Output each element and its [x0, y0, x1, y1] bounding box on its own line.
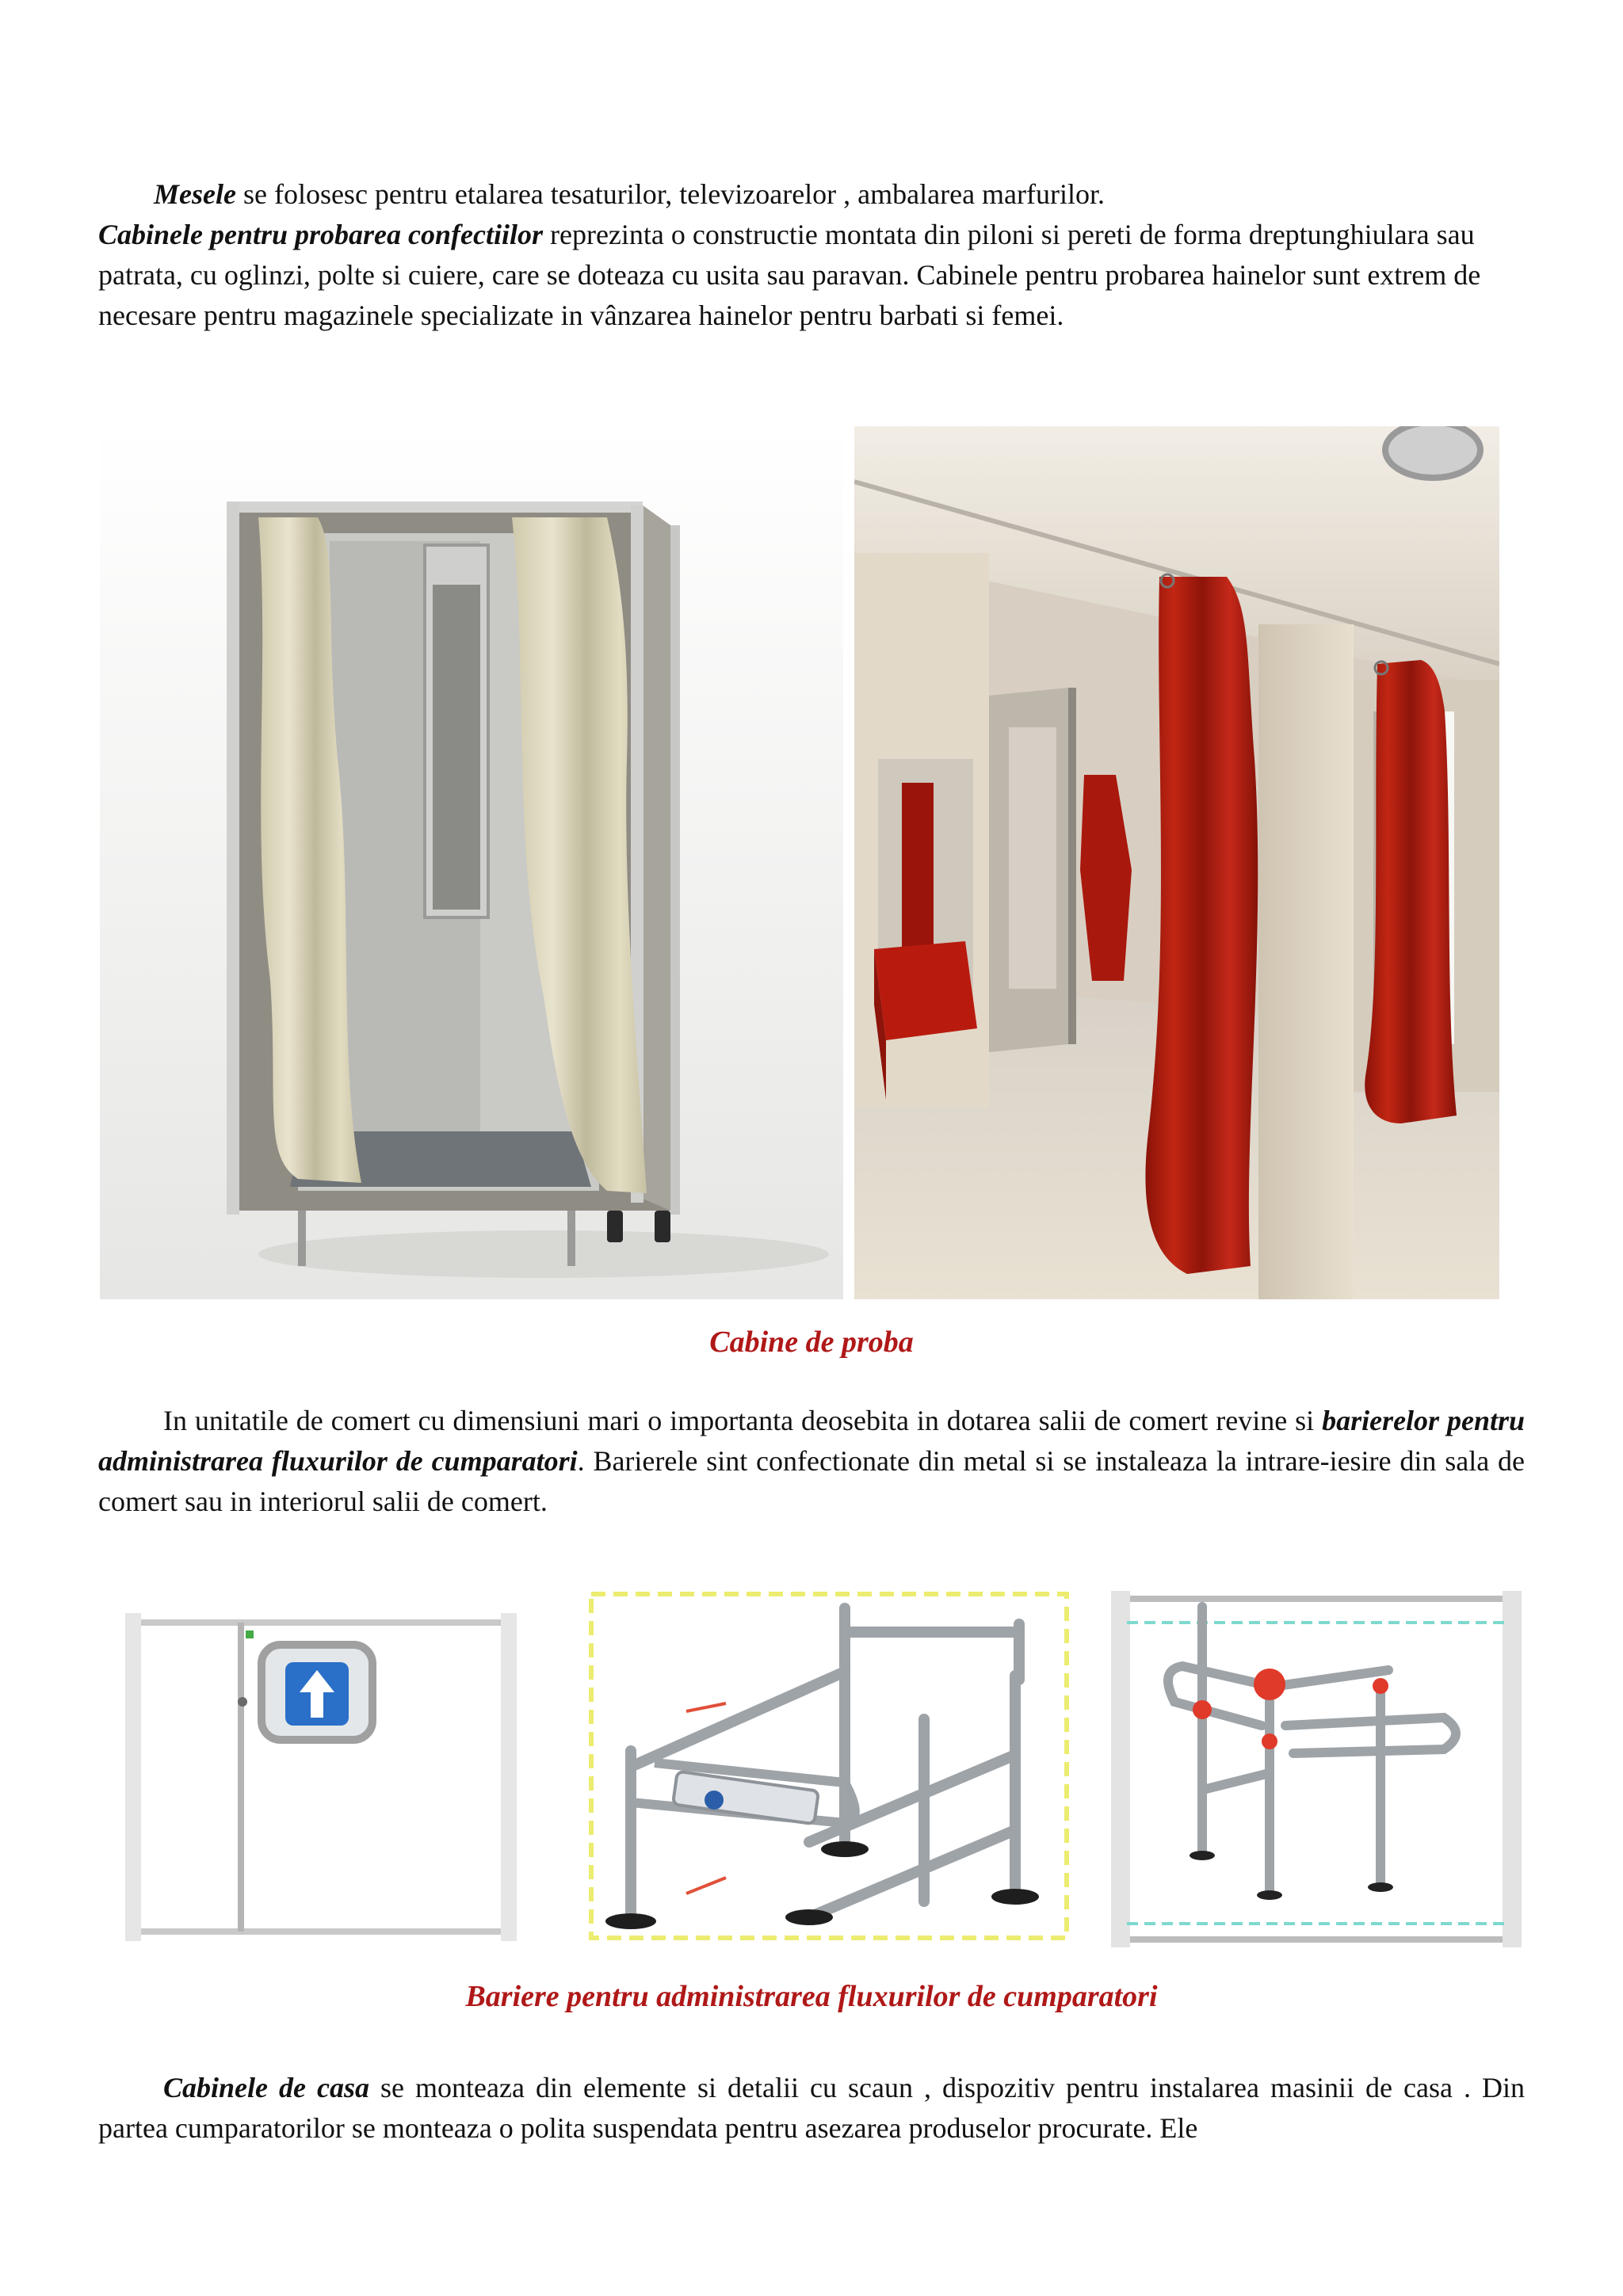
barrier-gate-line-image: [583, 1585, 1075, 1947]
fitting-booth-image: [100, 426, 843, 1299]
fitting-room-photo: [854, 426, 1499, 1299]
term-mesele: Mesele: [154, 178, 236, 210]
turnstile-image: [1111, 1591, 1522, 1947]
text-mesele: se folosesc pentru etalarea tesaturilor, televizoarelor , ambalarea marfurilor.: [235, 178, 1105, 210]
paragraph-intro: [98, 174, 1525, 336]
text-cabinele: reprezinta o constructie montata din piloni si pereti de forma dreptunghiulara sau patrata, cu oglinzi, polte si cuiere, care se doteaza cu usita sau paravan. Cabinele pentru probarea hainelor sunt extrem de necesare pentru magazinele specializate in vânzarea hainelor pentru barbati si femei.: [98, 219, 1481, 331]
term-cabinele: Cabinele pentru probarea confectiilor: [98, 219, 543, 250]
paragraph-checkout-booths: [98, 2068, 1525, 2149]
caption-fitting-booths: Cabine de proba: [709, 1325, 914, 1359]
text-checkout-booths: se monteaza din elemente si detalii cu scaun , dispozitiv pentru instalarea masinii de casa . Din partea cumparatorilor se monteaza o polita suspendata pentru asezarea produselor procurate. Ele: [98, 2072, 1525, 2144]
term-barriers: barierelor pentru administrarea fluxurilor de cumparatori: [98, 1405, 1525, 1477]
swing-gate-image: [119, 1607, 523, 1947]
text-barriers-2: . Barierele sint confectionate din metal si se instaleaza la intrare-iesire din sala de comert sau in interiorul salii de comert.: [98, 1445, 1525, 1517]
term-checkout-booths: Cabinele de casa: [163, 2072, 370, 2103]
caption-barriers: Bariere pentru administrarea fluxurilor de cumparatori: [465, 1980, 1158, 2013]
paragraph-cabinele: [98, 215, 1525, 336]
text-barriers-1: In unitatile de comert cu dimensiuni mari o importanta deosebita in dotarea salii de comert revine si: [163, 1405, 1323, 1436]
paragraph-line-mesele: [98, 174, 1525, 215]
paragraph-barriers: [98, 1401, 1525, 1522]
